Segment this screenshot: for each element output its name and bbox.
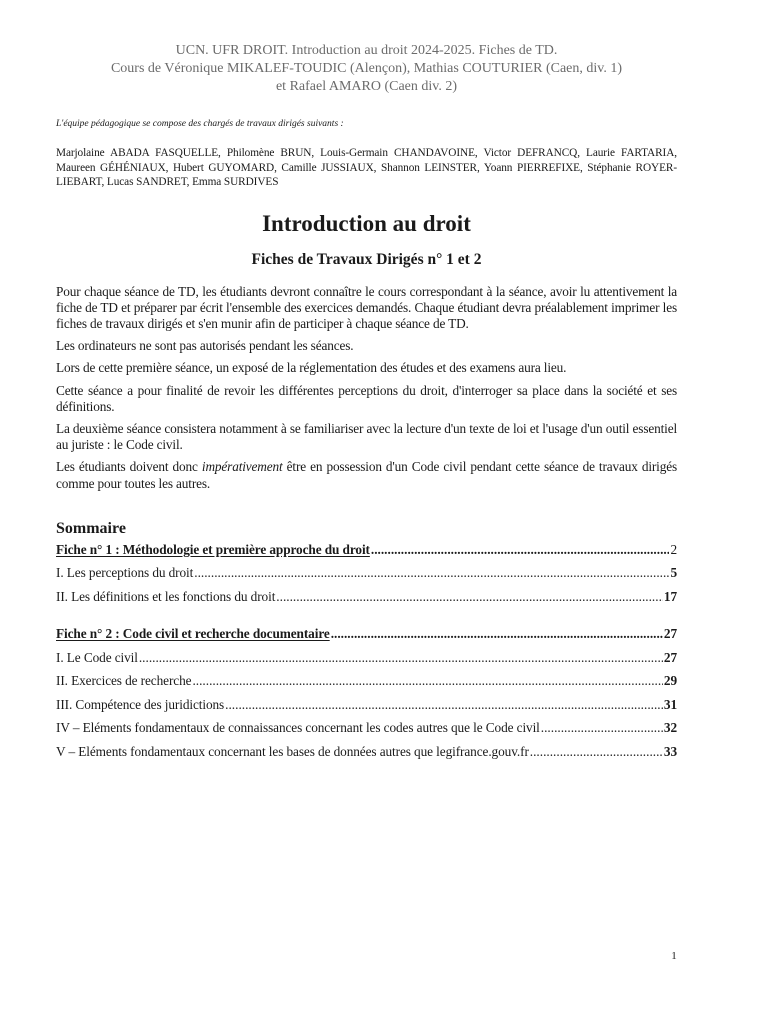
toc-entry-page: 27 bbox=[663, 626, 677, 642]
table-of-contents bbox=[56, 541, 677, 760]
intro-paragraph-4: Cette séance a pour finalité de revoir les différentes perceptions du droit, d'interroger sa place dans la société et ses définitions. bbox=[56, 382, 677, 414]
toc-entry-page: 31 bbox=[663, 696, 677, 712]
intro-paragraph-3: Lors de cette première séance, un exposé de la réglementation des études et des examens aura lieu. bbox=[56, 360, 567, 376]
toc-entry-page: 32 bbox=[663, 720, 677, 736]
toc-entry-title: III. Compétence des juridictions bbox=[56, 696, 225, 712]
toc-leader bbox=[192, 672, 662, 689]
toc-entry-title: Fiche n° 2 : Code civil et recherche documentaire bbox=[56, 626, 330, 642]
toc-leader bbox=[225, 696, 663, 713]
toc-entry-fiche-2[interactable] bbox=[56, 625, 677, 642]
intro-paragraph-5: La deuxième séance consistera notamment à se familiariser avec la lecture d'un texte de loi et l'usage d'un outil essentiel au juriste : le Code civil. bbox=[56, 420, 677, 453]
toc-leader bbox=[541, 719, 663, 736]
toc-entry-title: II. Les définitions et les fonctions du droit bbox=[56, 588, 276, 604]
header-line-3: et Rafael AMARO (Caen div. 2) bbox=[275, 79, 458, 94]
toc-entry-title: V – Eléments fondamentaux concernant les bases de données autres que legifrance.gouv.fr bbox=[56, 743, 529, 759]
p6-emphasis: impérativement bbox=[201, 459, 283, 475]
toc-entry-title: I. Les perceptions du droit bbox=[56, 565, 194, 581]
intro-section bbox=[56, 284, 677, 492]
toc-leader bbox=[139, 649, 663, 666]
toc-entry-title: II. Exercices de recherche bbox=[56, 673, 192, 689]
toc-entry-page: 33 bbox=[663, 743, 677, 759]
toc-entry-page: 2 bbox=[670, 541, 677, 557]
toc-leader bbox=[530, 743, 663, 760]
toc-leader bbox=[331, 625, 663, 642]
toc-entry-title: I. Le Code civil bbox=[56, 649, 138, 665]
toc-leader bbox=[194, 564, 669, 581]
toc-entry-page: 5 bbox=[670, 565, 677, 581]
toc-entry[interactable] bbox=[56, 588, 677, 605]
toc-entry-fiche-1[interactable] bbox=[56, 541, 677, 558]
page-number: 1 bbox=[671, 950, 677, 962]
intro-paragraph-1: Pour chaque séance de TD, les étudiants devront connaître le cours correspondant à la séance, avoir lu attentivement la fiche de TD et préparer par écrit l'ensemble des exercices demandés. Chaque étudiant devra préalablement imprimer les fiches de travaux dirigés et s'en munir afin de participer à chaque séance de TD. bbox=[56, 283, 677, 331]
toc-entry[interactable] bbox=[56, 719, 677, 736]
document-page bbox=[56, 42, 677, 766]
toc-entry-title: IV – Eléments fondamentaux de connaissances concernant les codes autres que le Code civil bbox=[56, 720, 540, 736]
toc-entry[interactable] bbox=[56, 672, 677, 689]
toc-leader bbox=[276, 588, 663, 605]
toc-entry-page: 29 bbox=[663, 673, 677, 689]
p6-before: Les étudiants doivent donc bbox=[56, 459, 202, 475]
document-subtitle: Fiches de Travaux Dirigés n° 1 et 2 bbox=[251, 250, 482, 268]
p6-after: être en possession d'un Code civil pendant cette séance de travaux dirigés comme pour toutes les autres. bbox=[56, 459, 678, 491]
toc-entry[interactable] bbox=[56, 696, 677, 713]
toc-entry[interactable] bbox=[56, 564, 677, 581]
team-intro: L'équipe pédagogique se compose des chargés de travaux dirigés suivants : bbox=[56, 119, 344, 129]
toc-entry-page: 27 bbox=[663, 649, 677, 665]
document-header bbox=[56, 42, 677, 96]
toc-leader bbox=[371, 541, 670, 558]
toc-entry[interactable] bbox=[56, 649, 677, 666]
team-names: Marjolaine ABADA FASQUELLE, Philomène BRUN, Louis-Germain CHANDAVOINE, Victor DEFRANCQ, Laurie FARTARIA, Maureen GÉHÉNIAUX, Hubert GUYOMARD, Camille JUSSIAUX, Shannon LEINSTER, Yoann PIERREFIXE, Stéphanie ROYER-LIEBART, Lucas SANDRET, Emma SURDIVES bbox=[56, 147, 677, 188]
header-line-1: UCN. UFR DROIT. Introduction au droit 2024-2025. Fiches de TD. bbox=[175, 43, 558, 58]
intro-paragraph-6 bbox=[56, 459, 677, 491]
toc-entry[interactable] bbox=[56, 743, 677, 760]
header-line-2: Cours de Véronique MIKALEF-TOUDIC (Alençon), Mathias COUTURIER (Caen, div. 1) bbox=[110, 61, 623, 76]
document-title: Introduction au droit bbox=[262, 210, 471, 236]
toc-entry-page: 17 bbox=[663, 588, 677, 604]
intro-paragraph-2: Les ordinateurs ne sont pas autorisés pendant les séances. bbox=[56, 338, 354, 354]
toc-spacer bbox=[56, 611, 677, 625]
toc-entry-title: Fiche n° 1 : Méthodologie et première approche du droit bbox=[56, 541, 370, 557]
toc-heading: Sommaire bbox=[56, 519, 126, 537]
